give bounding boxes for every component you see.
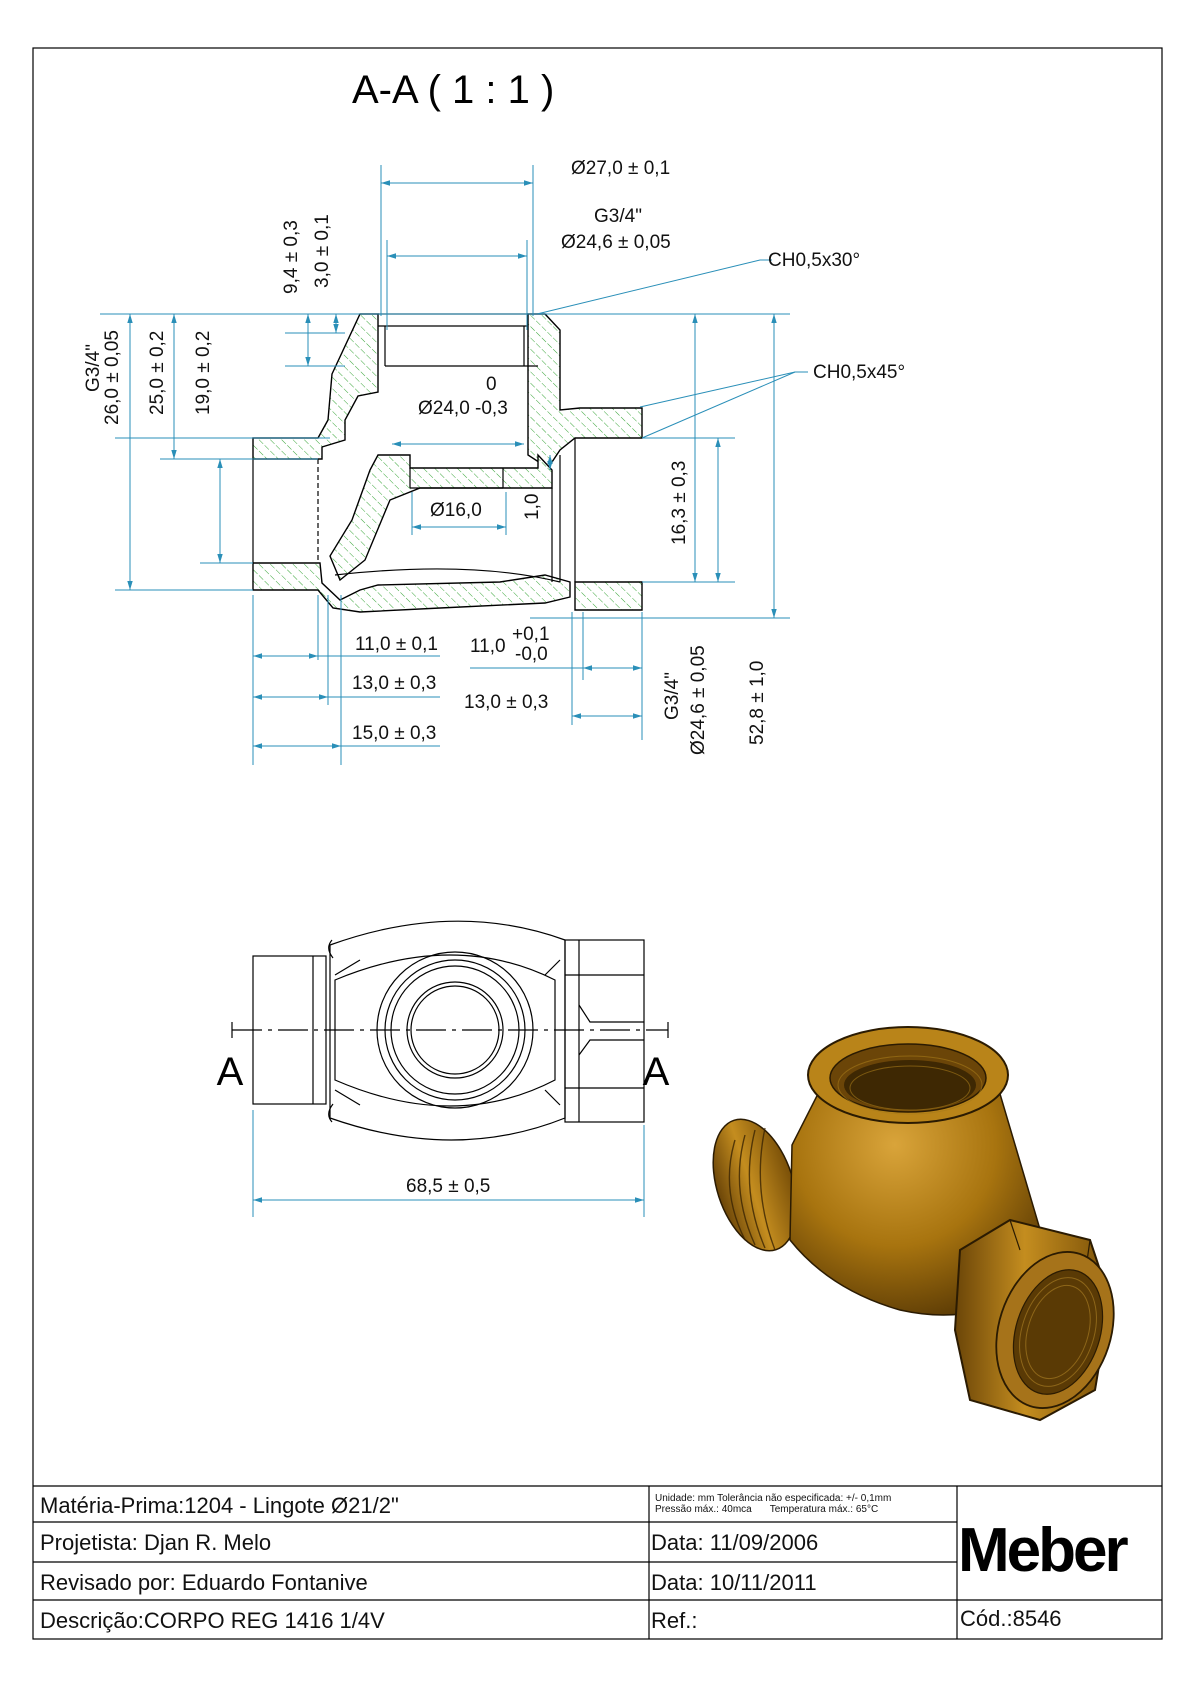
cod-label: Cód.: — [960, 1606, 1013, 1631]
dim-d246-top: Ø24,6 ± 0,05 — [561, 232, 671, 253]
overall-length-dimension — [253, 1110, 644, 1217]
dim-l685: 68,5 ± 0,5 — [406, 1176, 491, 1197]
dim-l110a: 11,0 ± 0,1 — [355, 634, 438, 655]
dim-g34-top: G3/4" — [594, 206, 642, 227]
projetista-label: Projetista: — [40, 1530, 138, 1555]
dim-g34-left: G3/4" — [83, 344, 104, 392]
descricao-label: Descrição: — [40, 1608, 144, 1633]
section-hatch-top-port — [253, 314, 378, 459]
section-view — [83, 158, 905, 765]
materia-label: Matéria-Prima: — [40, 1493, 185, 1518]
ref-label: Ref.: — [651, 1608, 698, 1633]
data2-label: Data: — [651, 1570, 704, 1595]
dim-h260: 26,0 ± 0,05 — [102, 330, 123, 425]
notes-line-1: Unidade: mm Tolerância não especificada: +/- 0,1mm — [655, 1493, 892, 1504]
dim-l150: 15,0 ± 0,3 — [352, 723, 437, 744]
dim-g34-right: G3/4" — [662, 672, 683, 720]
revisado-value: Eduardo Fontanive — [181, 1570, 368, 1595]
dimension-texts — [83, 158, 905, 755]
dim-tol-zero: 0 — [486, 374, 497, 395]
data2-value: 10/11/2011 — [709, 1570, 817, 1595]
materia-value: 1204 - Lingote Ø21/2" — [184, 1493, 399, 1518]
notes-pressure: Pressão máx.: 40mca — [655, 1504, 752, 1515]
revisado-label: Revisado por: — [40, 1570, 176, 1595]
dim-h190: 19,0 ± 0,2 — [193, 330, 214, 415]
dim-h94: 9,4 ± 0,3 — [281, 220, 302, 294]
dim-h528: 52,8 ± 1,0 — [747, 660, 768, 745]
data1-label: Data: — [651, 1530, 704, 1555]
dim-ch30: CH0,5x30° — [768, 250, 861, 271]
section-hatch-bottom-right — [575, 582, 642, 610]
dim-l130a: 13,0 ± 0,3 — [352, 673, 437, 694]
brass-3d-render — [698, 1027, 1133, 1423]
data1-value: 11/09/2006 — [709, 1530, 819, 1555]
section-title: A-A ( 1 : 1 ) — [352, 68, 555, 112]
top-view — [232, 921, 668, 1140]
top-view-right-hex — [565, 940, 644, 1122]
dim-h30: 3,0 ± 0,1 — [312, 214, 333, 288]
dim-ch45: CH0,5x45° — [813, 362, 906, 383]
dim-l110b-base: 11,0 — [470, 636, 506, 657]
dim-d16: Ø16,0 — [430, 500, 482, 521]
dim-d240: Ø24,0 -0,3 — [418, 398, 508, 419]
section-hatch-bottom-left — [253, 563, 570, 612]
dim-d246-right: Ø24,6 ± 0,05 — [688, 645, 709, 755]
dim-h10: 1,0 — [522, 493, 543, 520]
dim-l110b-lower: -0,0 — [515, 644, 548, 665]
dim-h250: 25,0 ± 0,2 — [147, 330, 168, 415]
dim-d27: Ø27,0 ± 0,1 — [571, 158, 671, 179]
cod-value: 8546 — [1012, 1606, 1062, 1631]
meber-logo: Meber — [958, 1516, 1126, 1585]
notes-temperature: Temperatura máx.: 65°C — [769, 1504, 879, 1515]
dim-h163: 16,3 ± 0,3 — [669, 460, 690, 545]
section-mark-right: A — [642, 1050, 670, 1094]
section-mark-left: A — [216, 1050, 244, 1094]
dim-l110b-upper: +0,1 — [512, 624, 550, 645]
dim-l130b: 13,0 ± 0,3 — [464, 692, 549, 713]
descricao-value: CORPO REG 1416 1/4V — [143, 1608, 385, 1633]
section-hatch-top-port-right — [528, 314, 642, 468]
projetista-value: Djan R. Melo — [143, 1530, 272, 1555]
